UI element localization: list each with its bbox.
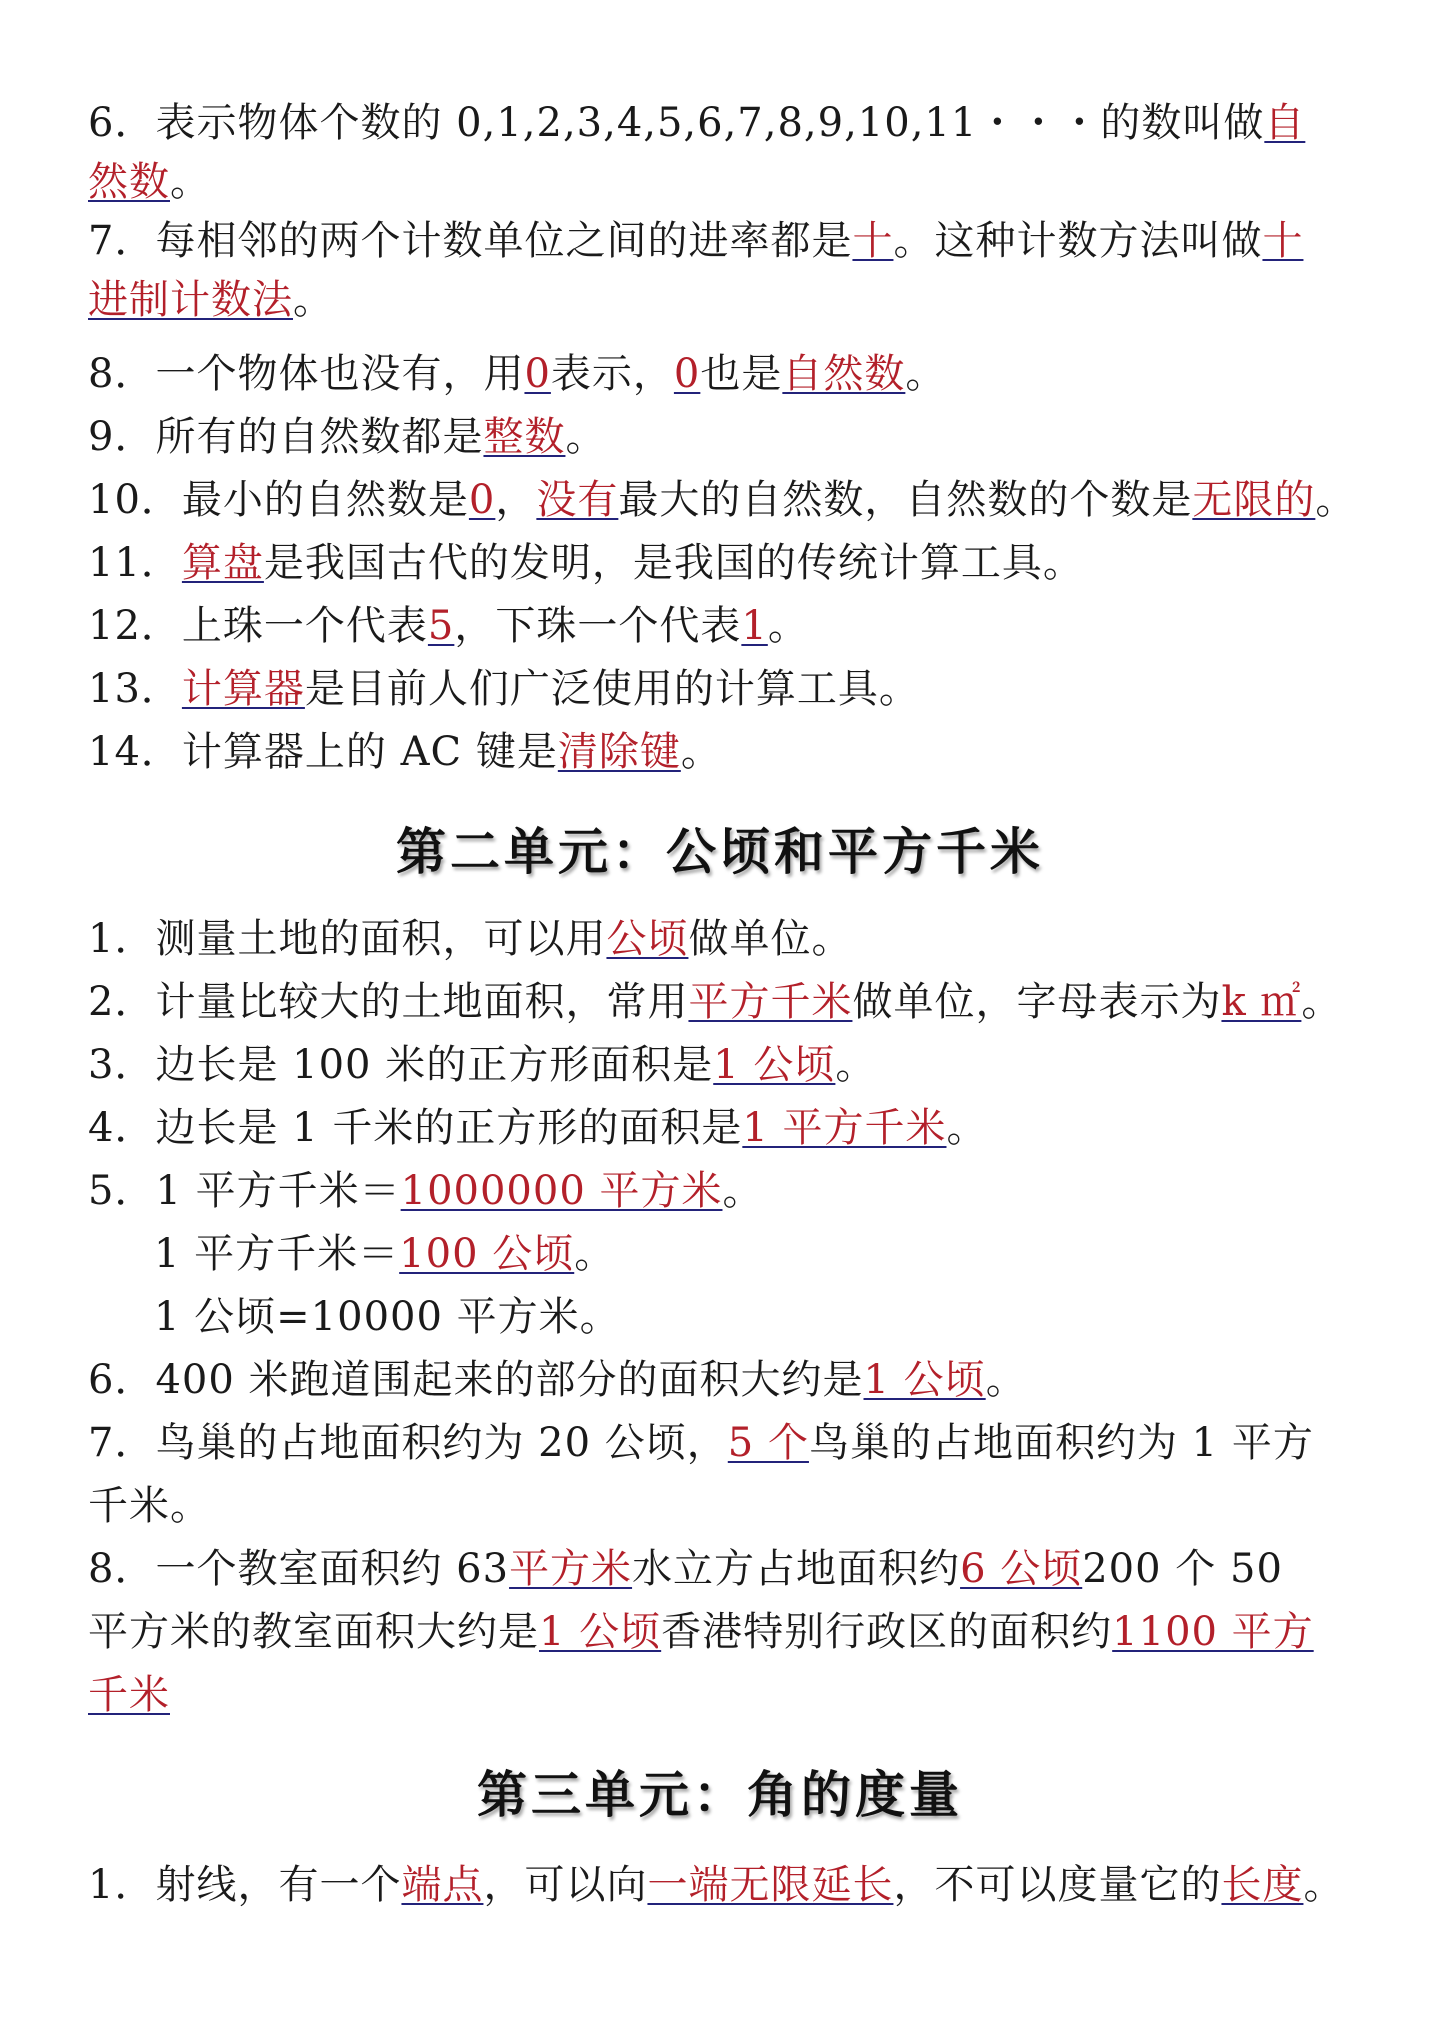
item-text: 3．边长是 100 米的正方形面积是 bbox=[88, 1042, 714, 1088]
item-text: 做单位，字母表示为 bbox=[852, 979, 1222, 1025]
answer-blank: 没有 bbox=[536, 477, 619, 523]
answer-blank: 自然数 bbox=[782, 351, 906, 397]
item-text: 。 bbox=[985, 1357, 1027, 1403]
answer-blank: 1 公顷 bbox=[713, 1042, 836, 1088]
answer-blank: 1 公顷 bbox=[863, 1357, 986, 1403]
item-text: 1．测量土地的面积，可以用 bbox=[88, 916, 607, 962]
item-text: 。 bbox=[565, 414, 607, 460]
answer-blank: 整数 bbox=[483, 414, 566, 460]
answer-blank: 公顷 bbox=[606, 916, 689, 962]
answer-blank: 平方千米 bbox=[688, 979, 853, 1025]
answer-blank: 自 bbox=[1264, 100, 1306, 146]
item-text: 1 公顷=10000 平方米。 bbox=[154, 1294, 621, 1340]
item-text: 14．计算器上的 AC 键是 bbox=[88, 729, 558, 775]
unit1-item-14 bbox=[88, 727, 722, 777]
item-text: 。 bbox=[722, 1168, 764, 1214]
unit1-item-7-line1 bbox=[88, 216, 1303, 266]
answer-blank: 平方米 bbox=[509, 1546, 633, 1592]
item-text: 。 bbox=[946, 1105, 988, 1151]
item-text: 。 bbox=[1315, 477, 1357, 523]
answer-blank: 1000000 平方米 bbox=[400, 1168, 723, 1214]
answer-blank: 1 bbox=[741, 603, 768, 649]
unit1-item-13 bbox=[88, 664, 920, 714]
unit2-item-8-line1 bbox=[88, 1544, 1283, 1594]
item-text: 。 bbox=[170, 159, 211, 205]
answer-blank: 无限的 bbox=[1192, 477, 1316, 523]
item-text: 1 平方千米＝ bbox=[154, 1231, 400, 1277]
item-text: 。 bbox=[1301, 979, 1343, 1025]
item-text: 9．所有的自然数都是 bbox=[88, 414, 484, 460]
item-text: 是我国古代的发明，是我国的传统计算工具。 bbox=[263, 540, 1084, 586]
item-text: 7．鸟巢的占地面积约为 20 公顷， bbox=[88, 1420, 728, 1466]
item-text: 表示， bbox=[550, 351, 674, 397]
item-text: 6．表示物体个数的 0,1,2,3,4,5,6,7,8,9,10,11・・・的数叫做 bbox=[88, 100, 1265, 146]
item-text: 最大的自然数，自然数的个数是 bbox=[618, 477, 1193, 523]
unit2-item-2 bbox=[88, 977, 1342, 1027]
unit1-item-8 bbox=[88, 349, 946, 399]
answer-blank: 1100 平方 bbox=[1112, 1609, 1314, 1655]
item-text: 8．一个教室面积约 63 bbox=[88, 1546, 510, 1592]
unit2-item-5-sub1 bbox=[154, 1229, 615, 1279]
unit2-heading: 第二单元：公顷和平方千米 bbox=[396, 823, 1044, 881]
answer-blank: 进制计数法 bbox=[88, 277, 293, 323]
answer-blank: 千米 bbox=[88, 1672, 170, 1718]
item-text: 1．射线，有一个 bbox=[88, 1862, 402, 1908]
item-text: 水立方占地面积约 bbox=[632, 1546, 961, 1592]
answer-blank: 100 公顷 bbox=[399, 1231, 575, 1277]
unit2-item-7-line2 bbox=[88, 1481, 211, 1531]
item-text: ，不可以度量它的 bbox=[893, 1862, 1222, 1908]
unit1-item-11 bbox=[88, 538, 1084, 588]
item-text: 也是 bbox=[700, 351, 783, 397]
unit1-item-9 bbox=[88, 412, 606, 462]
answer-blank: 端点 bbox=[401, 1862, 484, 1908]
item-text: 。 bbox=[680, 729, 722, 775]
item-text: 。这种计数方法叫做 bbox=[893, 218, 1263, 264]
unit2-item-8-line2 bbox=[88, 1607, 1314, 1657]
answer-blank: 算盘 bbox=[181, 540, 264, 586]
item-text: 4．边长是 1 千米的正方形的面积是 bbox=[88, 1105, 743, 1151]
item-text: 10．最小的自然数是 bbox=[88, 477, 469, 523]
item-text: 2．计量比较大的土地面积，常用 bbox=[88, 979, 689, 1025]
unit1-item-7-line2 bbox=[88, 275, 334, 325]
unit2-item-5 bbox=[88, 1166, 763, 1216]
item-text: 。 bbox=[767, 603, 809, 649]
unit2-item-4 bbox=[88, 1103, 988, 1153]
unit1-item-12 bbox=[88, 601, 809, 651]
item-text: 。 bbox=[1303, 1862, 1345, 1908]
item-text: ，可以向 bbox=[483, 1862, 648, 1908]
unit2-item-7-line1 bbox=[88, 1418, 1314, 1468]
item-text: ， bbox=[495, 477, 537, 523]
answer-blank: 6 公顷 bbox=[960, 1546, 1083, 1592]
item-text: 5．1 平方千米＝ bbox=[88, 1168, 401, 1214]
answer-blank: 1 平方千米 bbox=[742, 1105, 947, 1151]
item-text: 8．一个物体也没有，用 bbox=[88, 351, 525, 397]
unit2-item-3 bbox=[88, 1040, 876, 1090]
unit3-item-1 bbox=[88, 1860, 1344, 1910]
answer-blank: 5 个 bbox=[727, 1420, 809, 1466]
answer-blank: 十 bbox=[852, 218, 894, 264]
item-text: 鸟巢的占地面积约为 1 平方 bbox=[808, 1420, 1314, 1466]
item-text: 平方米的教室面积大约是 bbox=[88, 1609, 539, 1655]
answer-blank: 0 bbox=[673, 351, 701, 397]
answer-blank: 长度 bbox=[1221, 1862, 1304, 1908]
item-text: 。 bbox=[293, 277, 334, 323]
item-text: ，下珠一个代表 bbox=[454, 603, 742, 649]
answer-blank: 十 bbox=[1262, 218, 1304, 264]
unit2-item-8-line3 bbox=[88, 1670, 170, 1720]
item-text: 11． bbox=[88, 540, 182, 586]
answer-blank: 然数 bbox=[88, 159, 170, 205]
item-text: 。 bbox=[574, 1231, 616, 1277]
item-text: 6．400 米跑道围起来的部分的面积大约是 bbox=[88, 1357, 864, 1403]
unit2-item-1 bbox=[88, 914, 852, 964]
answer-blank: 计算器 bbox=[181, 666, 305, 712]
unit1-item-6-line2 bbox=[88, 157, 211, 207]
answer-blank: 一端无限延长 bbox=[647, 1862, 894, 1908]
item-text: 200 个 50 bbox=[1082, 1546, 1283, 1592]
answer-blank: 0 bbox=[468, 477, 496, 523]
unit1-item-10 bbox=[88, 475, 1356, 525]
item-text: 7．每相邻的两个计数单位之间的进率都是 bbox=[88, 218, 853, 264]
unit3-heading: 第三单元：角的度量 bbox=[477, 1766, 963, 1824]
item-text: 做单位。 bbox=[688, 916, 853, 962]
item-text: 香港特别行政区的面积约 bbox=[661, 1609, 1113, 1655]
answer-blank: 0 bbox=[524, 351, 551, 397]
unit2-item-5-sub2 bbox=[154, 1292, 621, 1342]
answer-blank: 清除键 bbox=[557, 729, 681, 775]
unit2-item-6 bbox=[88, 1355, 1027, 1405]
item-text: 。 bbox=[905, 351, 947, 397]
answer-blank: 1 公顷 bbox=[539, 1609, 662, 1655]
item-text: 千米。 bbox=[88, 1483, 211, 1529]
item-text: 是目前人们广泛使用的计算工具。 bbox=[304, 666, 920, 712]
item-text: 。 bbox=[835, 1042, 877, 1088]
item-text: 12．上珠一个代表 bbox=[88, 603, 428, 649]
answer-blank: 5 bbox=[427, 603, 455, 649]
unit1-item-6-line1 bbox=[88, 98, 1305, 148]
answer-blank: k ㎡ bbox=[1221, 979, 1302, 1025]
item-text: 13． bbox=[88, 666, 182, 712]
